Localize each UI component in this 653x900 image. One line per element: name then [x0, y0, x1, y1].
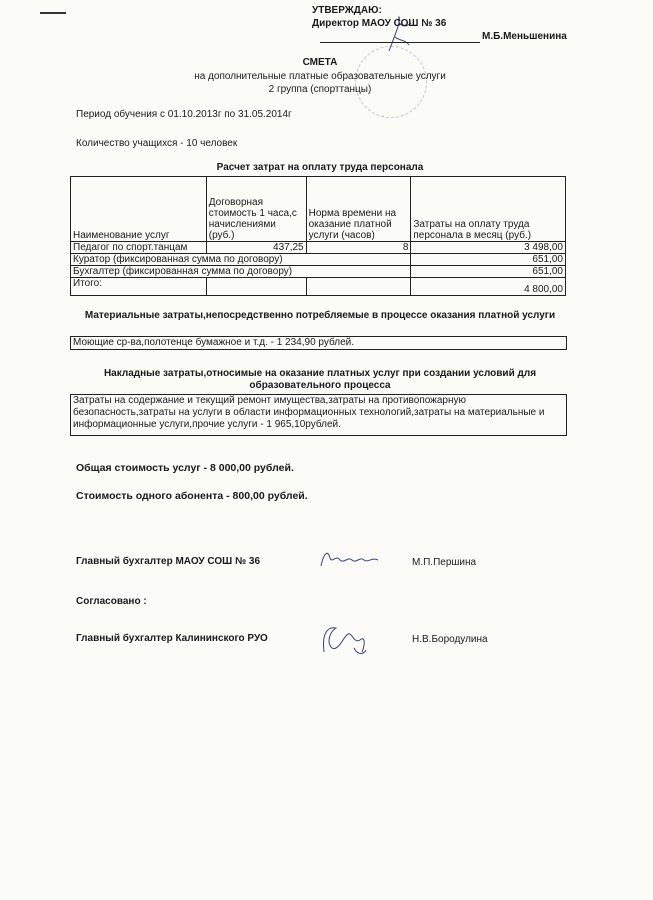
approval-block: [312, 4, 572, 43]
doc-group: 2 группа (спорттанцы): [268, 84, 372, 95]
overhead-box: Затраты на содержание и текущий ремонт имущества,затраты на противопожарную безопасность,затраты на услуги в области информационных технологий,затраты на материальные и информационные услуги,прочие услуги - 1 965,10рублей.: [70, 394, 567, 436]
labor-table: [70, 176, 566, 296]
scan-mark: [40, 12, 66, 14]
chief-accountant-position: Главный бухгалтер МАОУ СОШ № 36: [76, 556, 261, 567]
agreed-label: Согласовано :: [76, 596, 147, 607]
labor-title: Расчет затрат на оплату труда персонала: [216, 162, 424, 173]
total-value: 4 800,00: [411, 278, 566, 296]
row-cost: 3 498,00: [411, 242, 566, 254]
table-header-row: [71, 177, 566, 242]
overhead-title: Накладные затраты,относимые на оказание платных услуг при создании условий для образовательного процесса: [103, 368, 537, 391]
doc-subtitle: на дополнительные платные образовательные услуги: [194, 71, 446, 82]
approval-signatory: М.Б.Меньшенина: [482, 31, 567, 42]
chief-accountant-signature: [318, 548, 380, 570]
doc-title: СМЕТА: [302, 57, 338, 68]
row-name: Бухгалтер (фиксированная сумма по договору): [71, 266, 411, 278]
row-name: Педагог по спорт.танцам: [71, 242, 207, 254]
study-period: Период обучения с 01.10.2013г по 31.05.2014г: [76, 109, 292, 120]
table-row: [71, 266, 566, 278]
header-cell: Договорная стоимость 1 часа,с начислениями (руб.): [206, 177, 306, 242]
header-cell: Наименование услуг: [71, 177, 207, 242]
table-total-row: [71, 278, 566, 296]
material-title: Материальные затраты,непосредственно потребляемые в процессе оказания платной услуги: [84, 310, 556, 321]
total-cost: Общая стоимость услуг - 8 000,00 рублей.: [76, 462, 294, 474]
approval-position: Директор МАОУ СОШ № 36: [312, 18, 447, 29]
total-label: Итого:: [71, 278, 207, 296]
ruo-accountant-signature: [318, 622, 370, 660]
ruo-accountant-name: Н.В.Бородулина: [412, 634, 488, 645]
header-cell: Норма времени на оказание платной услуги (часов): [306, 177, 411, 242]
student-count: Количество учащихся - 10 человек: [76, 138, 238, 149]
material-box: Моющие ср-ва,полотенце бумажное и т.д. - 1 234,90 рублей.: [70, 336, 567, 350]
table-row: [71, 254, 566, 266]
row-cost: 651,00: [411, 266, 566, 278]
approval-heading: УТВЕРЖДАЮ:: [312, 5, 382, 16]
row-rate: 437,25: [206, 242, 306, 254]
header-cell: Затраты на оплату труда персонала в месяц (руб.): [411, 177, 566, 242]
table-row: [71, 242, 566, 254]
signature-line: [320, 32, 480, 43]
row-hours: 8: [306, 242, 411, 254]
per-subscriber-cost: Стоимость одного абонента - 800,00 рублей.: [76, 490, 308, 502]
ruo-accountant-position: Главный бухгалтер Калининского РУО: [76, 633, 268, 644]
row-cost: 651,00: [411, 254, 566, 266]
chief-accountant-name: М.П.Першина: [412, 557, 477, 568]
row-name: Куратор (фиксированная сумма по договору): [71, 254, 411, 266]
